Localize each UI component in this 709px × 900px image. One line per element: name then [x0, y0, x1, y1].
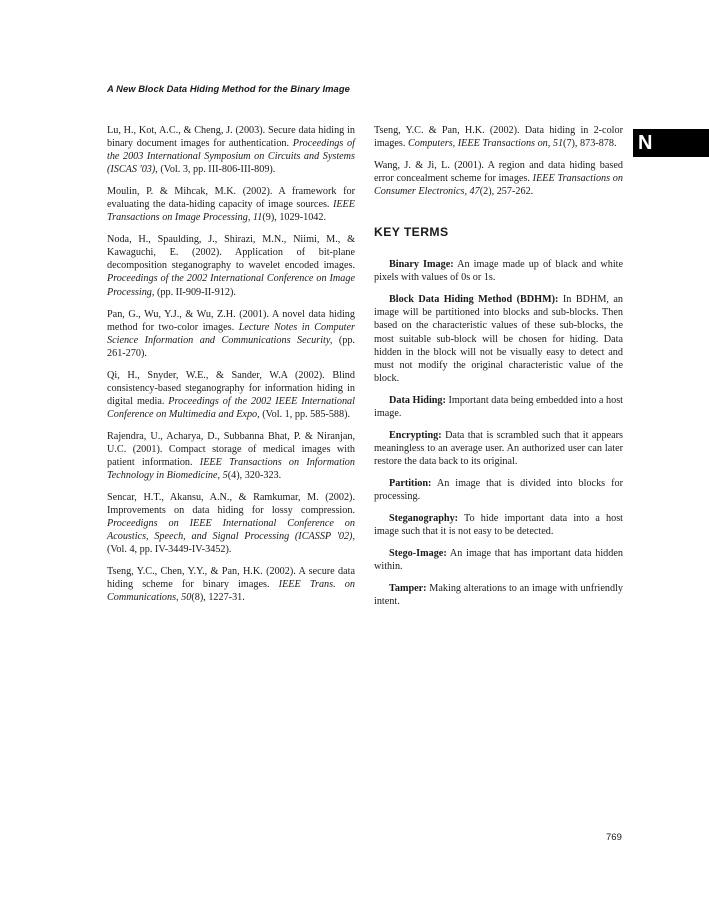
reference-entry: Sencar, H.T., Akansu, A.N., & Ramkumar, M. (2002). Improvements on data hiding for lossy compression. Proceedigns on IEEE International Conference on Acoustics, Speech, and Signal Processing (ICASSP '02), (Vol. 4, pp. IV-3449-IV-3452). [107, 492, 355, 556]
key-term-entry [374, 429, 623, 468]
key-term-definition: In BDHM, an image will be partitioned into blocks and sub-blocks. Then based on the characteristic values of these sub-blocks, the most suitable sub-block will be chosen for hiding. Data hidden in the block will not be visually easy to detect and must not modify the original characteristic value of the block. [374, 294, 623, 384]
key-term-name: Encrypting: [389, 429, 442, 441]
key-term-name: Stego-Image: [389, 548, 447, 560]
reference-entry: Lu, H., Kot, A.C., & Cheng, J. (2003). Secure data hiding in binary document images for authentication. Proceedings of the 2003 International Symposium on Circuits and Systems (ISCAS '03), (Vol. 3, pp. III-806-III-809). [107, 125, 355, 176]
key-term-entry [374, 394, 623, 420]
key-term-name: Binary Image: [389, 259, 454, 271]
key-term-name: Partition: [389, 477, 432, 489]
section-tab-letter: N [638, 132, 653, 154]
key-term-entry [374, 293, 623, 384]
key-term-definition: To hide important data into a host image such that it is not easy to be detected. [374, 513, 623, 538]
reference-entry: Tseng, Y.C., Chen, Y.Y., & Pan, H.K. (2002). A secure data hiding scheme for binary images. IEEE Trans. on Communications, 50(8), 1227-31. [107, 566, 355, 604]
key-term-definition: An image that has important data hidden within. [374, 548, 623, 573]
key-term-entry [374, 547, 623, 573]
reference-entry: Qi, H., Snyder, W.E., & Sander, W.A (2002). Blind consistency-based steganography for information hiding in digital media. Proceedings of the 2002 IEEE International Conference on Multimedia and Expo, (Vol. 1, pp. 585-588). [107, 369, 355, 420]
reference-entry: Moulin, P. & Mihcak, M.K. (2002). A framework for evaluating the data-hiding capacity of image sources. IEEE Transactions on Image Processing, 11(9), 1029-1042. [107, 186, 355, 224]
key-term-definition: An image made up of black and white pixels with values of 0s or 1s. [374, 259, 624, 284]
key-term-entry [374, 258, 623, 284]
key-term-entry [374, 582, 623, 608]
key-term-name: Steganography: [389, 513, 459, 525]
reference-entry: Noda, H., Spaulding, J., Shirazi, M.N., Niimi, M., & Kawaguchi, E. (2002). Application of bit-plane decomposition steganography to wavelet encoded images. Proceedings of the 2002 International Conference on Image Processing, (pp. II-909-II-912). [107, 234, 355, 298]
page-number: 769 [606, 832, 622, 843]
key-term-name: Block Data Hiding Method (BDHM): [389, 294, 559, 306]
references-left-column [107, 124, 355, 614]
reference-entry: Wang, J. & Ji, L. (2001). A region and data hiding based error concealment scheme for images. IEEE Transactions on Consumer Electronics, 47(2), 257-262. [374, 160, 623, 198]
key-term-definition: An image that is divided into blocks for processing. [374, 477, 623, 502]
key-term-definition: Making alterations to an image with unfriendly intent. [374, 583, 623, 608]
key-term-name: Data Hiding: [389, 394, 446, 406]
reference-entry: Pan, G., Wu, Y.J., & Wu, Z.H. (2001). A novel data hiding method for two-color images. Lecture Notes in Computer Science Information and Communications Security, (pp. 261-270). [107, 308, 355, 359]
key-term-definition: Important data being embedded into a host image. [374, 394, 624, 419]
references-right-column [374, 124, 623, 617]
reference-entry: Rajendra, U., Acharya, D., Subbanna Bhat, P. & Niranjan, U.C. (2001). Compact storage of medical images with patient information. IEEE Transactions on Information Technology in Biomedicine, 5(4), 320-323. [107, 430, 355, 482]
key-term-entry [374, 477, 623, 503]
reference-entry: Tseng, Y.C. & Pan, H.K. (2002). Data hiding in 2-color images. Computers, IEEE Transactions on, 51(7), 873-878. [374, 125, 623, 150]
section-tab [633, 129, 709, 157]
key-term-entry [374, 512, 623, 538]
key-term-definition: Data that is scrambled such that it appears meaningless to an average user. An authorized user can later restore the data back to its original. [374, 429, 623, 467]
key-terms-heading: KEY TERMS [374, 225, 449, 240]
key-term-name: Tamper: [389, 583, 427, 595]
running-head: A New Block Data Hiding Method for the Binary Image [107, 83, 350, 94]
